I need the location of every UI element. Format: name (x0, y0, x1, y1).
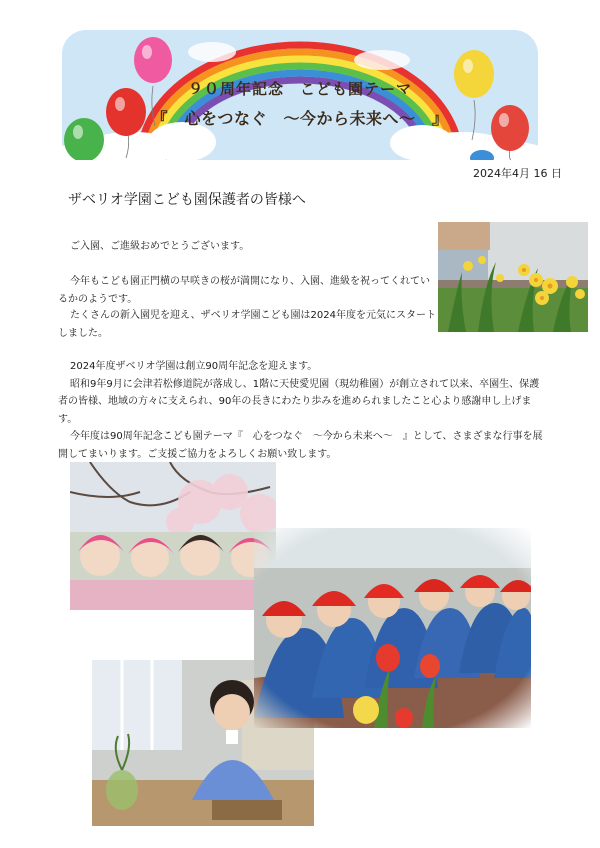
tulip-photo (254, 528, 531, 728)
greeting-heading: ザベリオ学園こども園保護者の皆様へ (68, 192, 306, 208)
banner-theme: 『 心をつなぐ ～今から未来へ～ 』 (151, 109, 449, 128)
banner-title: ９０周年記念 こども園テーマ (187, 80, 412, 98)
daffodil-photo (438, 222, 588, 332)
banner (62, 30, 538, 160)
anniversary-line-3: 今年度は90周年記念こども園テーマ『 心をつなぐ ～今から未来へ～ 』として、さまざまな行事を展開してまいります。ご支援ご協力をよろしくお願い致します。 (58, 431, 543, 460)
anniversary-line-2: 昭和9年9月に会津若松修道院が落成し、1階に天使愛児園（現幼稚園）が創立されて以来、卒園生、保護者の皆様、地域の方々に支えられ、90年の長きにわたり歩みを進められましたこと心より感謝申し上げます。 (58, 378, 540, 425)
paragraph-new-students: たくさんの新入園児を迎え、ザベリオ学園こども園は2024年度を元気にスタートしました。 (58, 310, 436, 339)
letter-date: 2024年4月 16 日 (473, 167, 562, 180)
anniversary-line-1: 2024年度ザベリオ学園は創立90周年記念を迎えます。 (70, 361, 318, 372)
cherry-blossom-photo (70, 462, 276, 610)
paragraph-cherry-blossom: 今年もこども園正門横の早咲きの桜が満開になり、入園、進級を祝ってくれているかのようです。 (58, 276, 430, 305)
paragraph-anniversary (58, 358, 548, 463)
paragraph-welcome: ご入園、ご進級おめでとうございます。 (70, 241, 250, 252)
